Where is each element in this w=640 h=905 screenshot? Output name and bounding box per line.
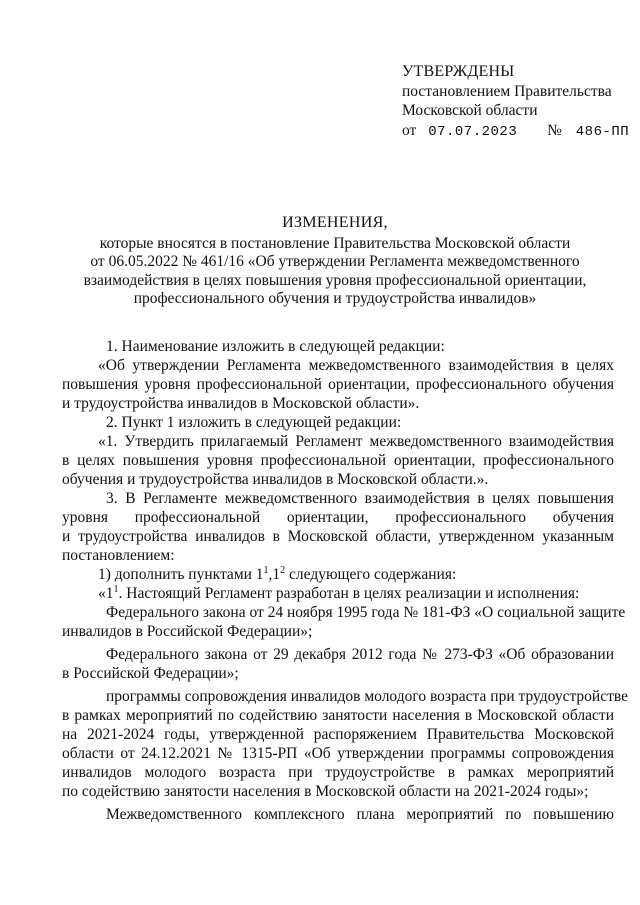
approval-line-3: Московской области	[402, 102, 538, 119]
program-line: в рамках мероприятий по содействию занятости населения в Московской области	[62, 707, 614, 724]
approval-line-2: постановлением Правительства	[402, 82, 612, 100]
item-1-pre: 1) дополнить пунктами 1	[98, 566, 264, 583]
approval-number-sign: №	[547, 121, 562, 139]
heading-title: ИЗМЕНЕНИЯ,	[282, 214, 388, 231]
law-2-line: в Российской Федерации»;	[62, 665, 239, 682]
paragraph-line: повышения уровня профессиональной ориентации, профессионального обучения	[62, 376, 614, 393]
paragraph-line: постановлением:	[62, 547, 175, 564]
document-heading	[60, 214, 610, 309]
item-1-line	[62, 565, 614, 584]
paragraph-line: обучения и трудоустройства инвалидов в Московской области.».	[62, 471, 489, 488]
quote-1-sup: 1	[113, 583, 119, 595]
approval-from-label: от	[402, 121, 417, 139]
item-1-post: следующего содержания:	[285, 566, 457, 583]
heading-line: которые вносятся в постановление Правительства Московской области	[99, 234, 571, 252]
item-1-mid: ,1	[268, 566, 281, 583]
paragraph-line: «1. Утвердить прилагаемый Регламент межведомственного взаимодействия	[98, 433, 614, 450]
approval-date-line	[402, 121, 629, 143]
paragraph-line: и трудоустройства инвалидов в Московской области».	[62, 395, 420, 412]
item-1-sup-2: 2	[280, 564, 286, 576]
law-1-line: инвалидов в Российской Федерации»;	[62, 623, 313, 640]
heading-line: взаимодействия в целях повышения уровня профессиональной ориентации,	[83, 271, 587, 289]
approval-stamp	[402, 62, 629, 142]
paragraph-line: и трудоустройства инвалидов в Московской области, утвержденном указанным	[62, 528, 614, 545]
program-line: области от 24.12.2021 № 1315-РП «Об утверждении программы сопровождения	[62, 745, 614, 762]
approval-title: УТВЕРЖДЕНЫ	[402, 63, 515, 80]
paragraph-line: 1. Наименование изложить в следующей редакции:	[106, 338, 445, 355]
paragraph-line: в целях повышения уровня профессиональной ориентации, профессионального	[62, 452, 614, 469]
quote-1-post: . Настоящий Регламент разработан в целях реализации и исполнения:	[118, 585, 580, 602]
document-body	[62, 337, 628, 824]
program-line: на 2021-2024 годы, утвержденной распоряжением Правительства Московской	[62, 726, 614, 743]
paragraph-line: «Об утверждении Регламента межведомственного взаимодействия в целях	[98, 357, 614, 374]
law-1-line: Федерального закона от 24 ноября 1995 года № 181-ФЗ «О социальной защите	[106, 604, 626, 621]
program-line: инвалидов молодого возраста при трудоустройстве в рамках мероприятий	[62, 764, 614, 781]
paragraph-line: 2. Пункт 1 изложить в следующей редакции:	[106, 414, 402, 431]
item-1-sup-1: 1	[263, 564, 269, 576]
program-line: программы сопровождения инвалидов молодого возраста при трудоустройстве	[106, 688, 628, 705]
program-line: по содействию занятости населения в Московской области на 2021-2024 годы»;	[62, 783, 589, 800]
paragraph-line: уровня профессиональной ориентации, профессионального обучения	[62, 509, 614, 526]
heading-line: от 06.05.2022 № 461/16 «Об утверждении Регламента межведомственного	[90, 253, 580, 270]
quote-1-pre: «1	[98, 585, 114, 602]
law-2-line: Федерального закона от 29 декабря 2012 года № 273-ФЗ «Об образовании	[106, 646, 614, 663]
paragraph-line: 3. В Регламенте межведомственного взаимодействия в целях повышения	[106, 490, 614, 507]
approval-date: 07.07.2023	[428, 123, 518, 140]
approval-number: 486-ПП	[575, 123, 630, 140]
heading-line: профессионального обучения и трудоустройства инвалидов»	[133, 290, 537, 307]
quote-1-line	[62, 584, 614, 603]
plan-line: Межведомственного комплексного плана мероприятий по повышению	[106, 806, 614, 823]
